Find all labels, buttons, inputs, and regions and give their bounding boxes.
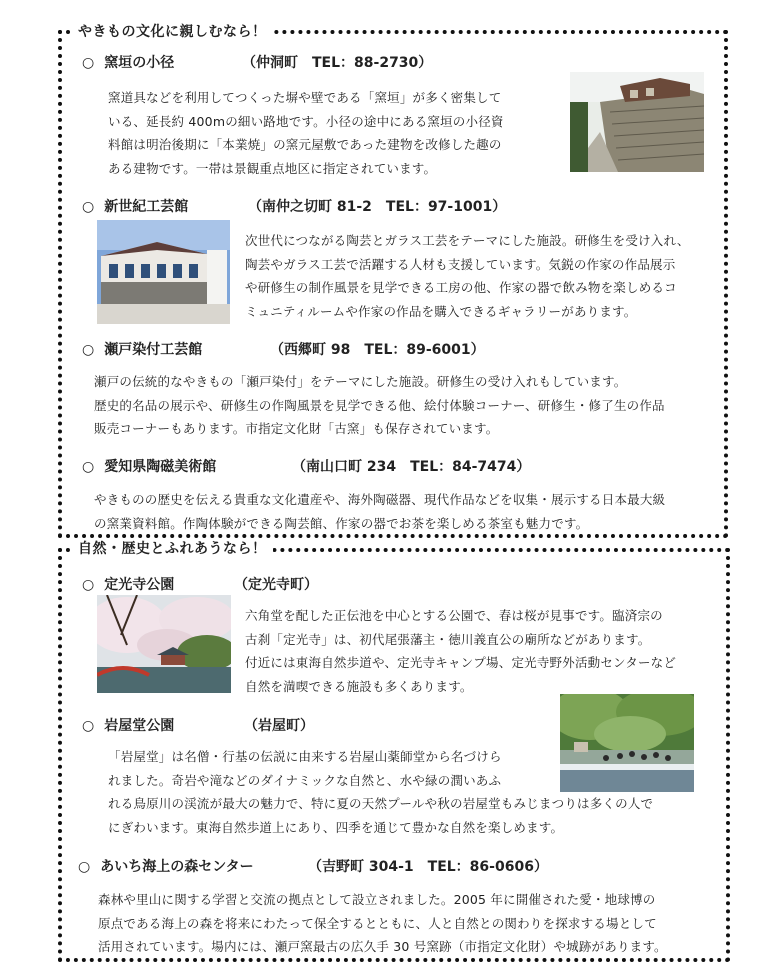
desc-line: 料館は明治後期に「本業焼」の窯元屋敷であった建物を改修した趣の	[108, 137, 502, 152]
item-location: （西郷町 98 TEL：89-6001）	[270, 342, 485, 358]
desc-line: 販売コーナーもあります。市指定文化財「古窯」も保存されています。	[94, 421, 499, 436]
item-description	[98, 888, 667, 959]
desc-line: れました。奇岩や滝などのダイナミックな自然と、水や緑の潤いあふ	[108, 772, 502, 788]
desc-line: 歴史的名品の展示や、研修生の作陶風景を見学できる他、絵付体験コーナー、研修生・修了生の作品	[94, 397, 665, 413]
item-name: 新世紀工芸館	[104, 199, 189, 215]
desc-line: 陶芸やガラス工芸で活躍する人材も支援しています。気鋭の作家の作品展示	[245, 256, 676, 272]
item-location: （定光寺町）	[234, 577, 318, 593]
desc-line: 自然を満喫できる施設も多くあります。	[245, 678, 473, 694]
item-name: あいち海上の森センター	[100, 859, 254, 875]
desc-line: 古刹「定光寺」は、初代尾張藩主・徳川義直公の廟所などがあります。	[245, 631, 651, 647]
item-location: （南山口町 234 TEL：84-7474）	[292, 459, 531, 475]
desc-line: の窯業資料館。作陶体験ができる陶芸館、作家の器でお茶を楽しめる茶室も魅力です。	[94, 515, 589, 531]
desc-line: 瀬戸の伝統的なやきもの「瀬戸染付」をテーマにした施設。研修生の受け入れもしています。	[94, 374, 627, 389]
item-heading	[82, 456, 531, 476]
item-location: （南仲之切町 81-2 TEL：97-1001）	[248, 199, 507, 215]
item-heading	[82, 715, 314, 735]
desc-line: 「岩屋堂」は名僧・行基の伝説に由来する岩屋山薬師堂から名づけら	[108, 749, 502, 764]
desc-line: いる、延長約 400mの細い路地です。小径の途中にある窯垣の小径資	[108, 113, 504, 129]
desc-line: や研修生の制作風景を見学できる工房の他、作家の器で飲み物を楽しめるコ	[245, 280, 677, 295]
bullet-circle: ○	[82, 718, 95, 734]
desc-line: 活用されています。場内には、瀬戸窯最古の広久手 30 号窯跡（市指定文化財）や城跡があります。	[98, 939, 667, 954]
item-name: 定光寺公園	[104, 577, 175, 593]
item-description	[94, 488, 665, 535]
item-heading	[82, 196, 507, 216]
bullet-circle: ○	[82, 55, 95, 71]
bullet-circle: ○	[82, 199, 95, 215]
photo-iwayado-park	[560, 694, 694, 792]
desc-line: 六角堂を配した正伝池を中心とする公園で、春は桜が見事です。臨済宗の	[245, 608, 663, 623]
desc-line: 窯道具などを利用してつくった塀や壁である「窯垣」が多く密集して	[108, 90, 502, 105]
bullet-circle: ○	[82, 342, 95, 358]
photo-jokoji-park	[97, 595, 231, 693]
photo-shinseiki-craft-museum	[97, 220, 230, 324]
item-name: 瀬戸染付工芸館	[104, 342, 203, 358]
bullet-circle: ○	[78, 859, 91, 875]
item-heading	[82, 52, 433, 72]
item-description	[245, 604, 676, 698]
item-description	[245, 229, 690, 323]
item-description	[94, 370, 665, 441]
desc-line: 森林や里山に関する学習と交流の拠点として設立されました。2005 年に開催された愛・地球博の	[98, 892, 656, 907]
desc-line: 原点である海上の森を将来にわたって保全するとともに、人と自然との関わりを探求する場として	[98, 915, 657, 931]
item-name: 岩屋堂公園	[104, 718, 175, 734]
item-name: 窯垣の小径	[104, 55, 175, 71]
item-description-continued	[108, 792, 653, 839]
item-description	[108, 745, 502, 792]
item-location: （岩屋町）	[244, 718, 314, 734]
desc-line: にぎわいます。東海自然歩道上にあり、四季を通じて豊かな自然を楽しめます。	[108, 819, 564, 835]
section-title-nature: 自然・歴史とふれあうなら！	[72, 538, 273, 558]
desc-line: 付近には東海自然歩道や、定光寺キャンプ場、定光寺野外活動センターなど	[245, 655, 677, 670]
desc-line: やきものの歴史を伝える貴重な文化遺産や、海外陶磁器、現代作品などを収集・展示する日本最大級	[94, 492, 666, 507]
item-location: （仲洞町 TEL：88-2730）	[242, 55, 433, 71]
desc-line: ミュニティルームや作家の作品を購入できるギャラリーがあります。	[245, 303, 637, 319]
item-location: （吉野町 304-1 TEL：86-0606）	[308, 859, 548, 875]
item-heading	[78, 856, 548, 876]
desc-line: 次世代につながる陶芸とガラス工芸をテーマにした施設。研修生を受け入れ、	[245, 233, 690, 248]
item-heading	[82, 574, 318, 594]
bullet-circle: ○	[82, 577, 95, 593]
bullet-circle: ○	[82, 459, 95, 475]
photo-kamagaki-alley	[570, 72, 704, 172]
item-heading	[82, 339, 485, 359]
desc-line: れる鳥原川の渓流が最大の魅力で、特に夏の天然プールや秋の岩屋堂もみじまつりは多くの人で	[108, 796, 654, 811]
section-title-pottery: やきもの文化に親しむなら！	[72, 21, 273, 41]
desc-line: ある建物です。一帯は景観重点地区に指定されています。	[108, 160, 437, 176]
item-description	[108, 86, 504, 180]
item-name: 愛知県陶磁美術館	[104, 459, 217, 475]
